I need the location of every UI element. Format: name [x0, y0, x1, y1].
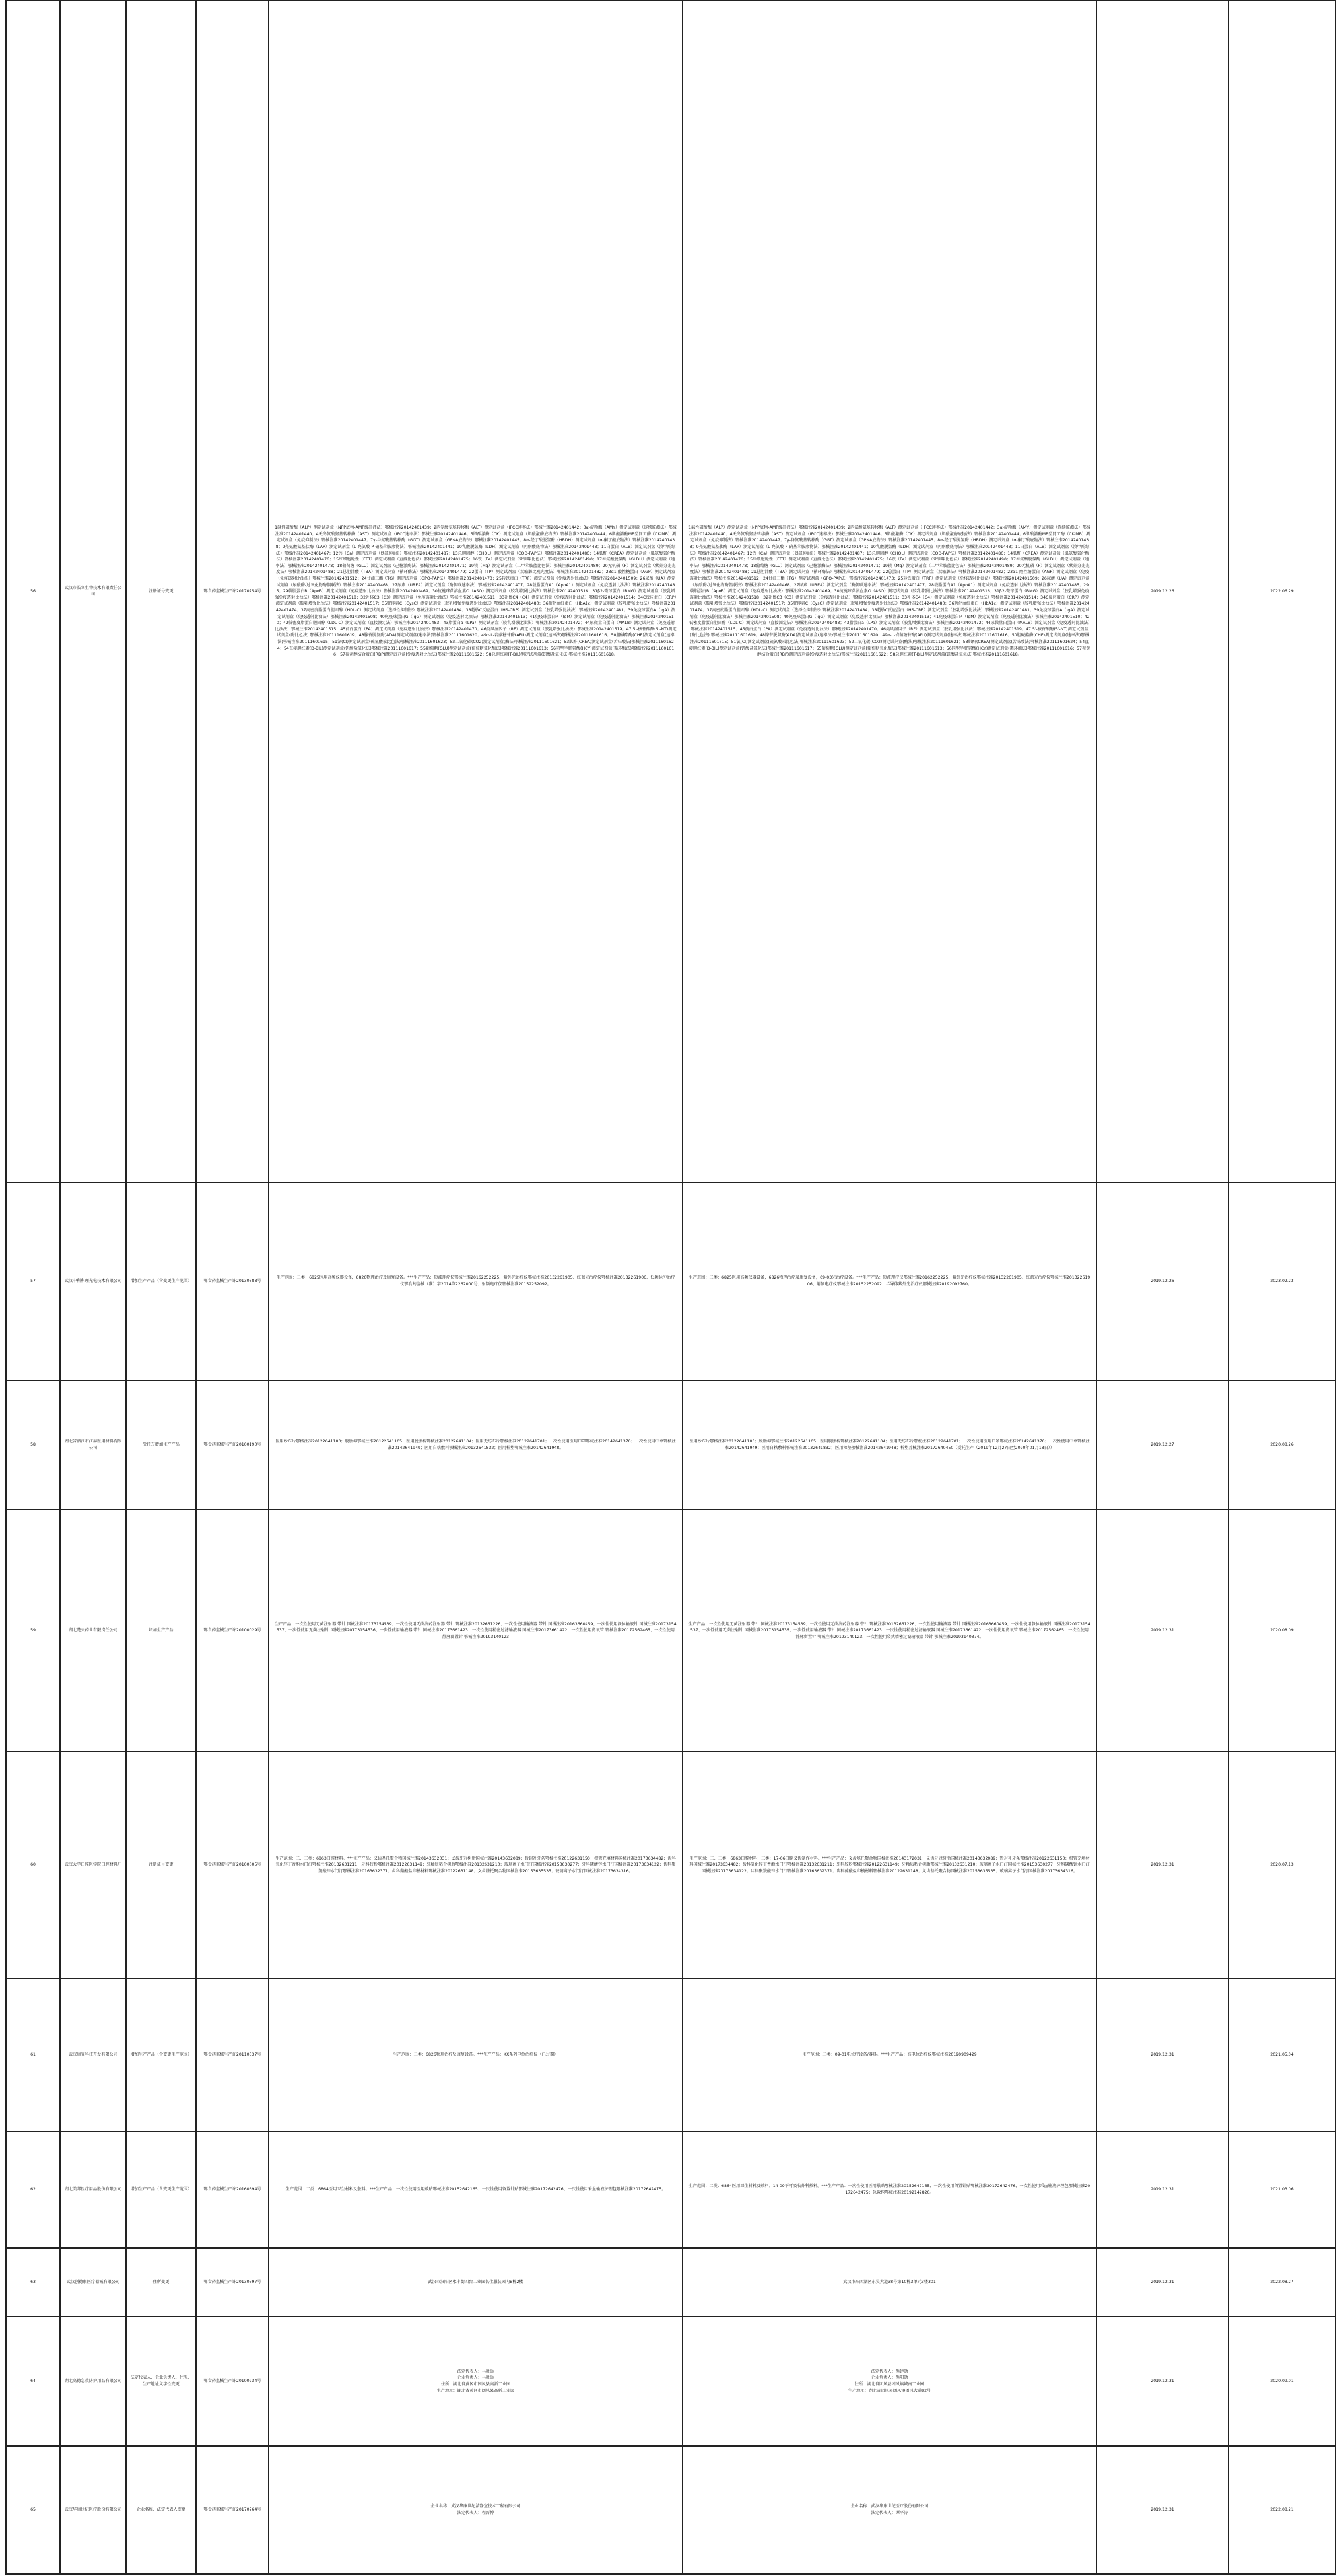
expiry-date: 2021.03.06 — [1228, 2132, 1335, 2248]
change-type: 增加生产产品 — [126, 1510, 196, 1751]
content-before: 1碱性磷酸酶（ALP）测定试剂盒（NPP底物-AMP缓冲液法）鄂械注准20142401439；2丙氨酸氨基转移酶（ALT）测定试剂盒（IFCC速率法）鄂械注准20142401442；3α-淀粉酶（AMY）测定试剂盒（连续监测法）鄂械注准20142401440；4天冬氨酸氨基转移酶（AST）测定试剂盒（IFCC速率法）鄂械注准20142401446；5肌酸激酶（CK）测定试剂盒（肌酸激酶底物法）鄂械注准20142401444；6肌酸激酶MB型同工酶（CK-MB）测定试剂盒（免疫抑制法）鄂械注准20142401447；7γ-谷氨酰基转移酶（GGT）测定试剂盒（GPNA底物法）鄂械注准20142401445；8α-羟丁酸脱氢酶（HBDH）测定试剂盒（α-酮丁酸底物法）鄂械注准20142401438；9亮氨酸氨基肽酶（LAP）测定试剂盒（L-亮氨酸-P-硝基苯胺底物法）鄂械注准20142401441；10乳酸脱氢酶（LDH）测定试剂盒（丙酮酸底物法）鄂械注准20142401443；11白蛋白（ALB）测定试剂盒（溴甲酚绿法）鄂械注准20142401467；12钙（Ca）测定试剂盒（偶氮胂Ⅲ法）鄂械注准20142401487；13总胆固醇（CHOL）测定试剂盒（COD-PAP法）鄂械注准20142401486；14肌酐（CREA）测定试剂盒（肌氨酸氧化酶法）鄂械注准20142401476；15红细胞脆性（EFT）测定试剂盒（直接比色法）鄂械注准20142401475；16铁（Fe）测定试剂盒（亚铁嗪比色法）鄂械注准20142401490；17谷氨酸脱氢酶（GLDH）测定试剂盒（速率法）鄂械注准20142401478；18葡萄糖（GLU）测定试剂盒（己糖激酶法）鄂械注准20142401471；19镁（Mg）测定试剂盒（二甲苯胺蓝比色法）鄂械注准20142401489；20无机磷（P）测定试剂盒（紫外分光光度法）鄂械注准20142401488；21总胆汁酸（TBA）测定试剂盒（循环酶法）鄂械注准20142401479；22蛋白（TP）测定试剂盒（双缩脲比观光度法）鄂械注准20142401482；23α1-酸性糖蛋白（AGP）测定试剂盒（免疫透射比浊法）鄂械注准20142401512；24甘油三酯（TG）测定试剂盒（GPO-PAP法）鄂械注准20142401473；25转铁蛋白（TRF）测定试剂盒（免疫透射比浊法）鄂械注准20142401509；26尿酸（UA）测定试剂盒（尿酸酶-过氧化物酶偶联法）鄂械注准20142401468；27尿素（UREA）测定试剂盒（酶偶联速率法）鄂械注准20142401477；28载脂蛋白A1（ApoA1）测定试剂盒（免疫透射比浊法）鄂械注准20142401485；29载脂蛋白B（ApoB）测定试剂盒（免疫透射比浊法）鄂械注准20142401469；30抗链球菌溶血素O（ASO）测定试剂盒（胶乳增强比浊法）鄂械注准20142401516；31β2-微球蛋白（BMG）测定试剂盒（胶乳增强免疫透射比浊法）鄂械注准20142401518；32补体C3（C3）测定试剂盒（免疫透射比浊法）鄂械注准20142401511；33补体C4（C4）测定试剂盒（免疫透射比浊法）鄂械注准20142401514；34C反应蛋白（CRP）测定试剂盒（胶乳增强比浊法）鄂械注准20142401517；35胱抑素C（CysC）测定试剂盒（胶乳增强免疫透射比浊法）鄂械注准20142401480；36糖化血红蛋白（HbA1c）测定试剂盒（胶乳增强比浊法）鄂械注准20142401474；37高密度脂蛋白胆固醇（HDL-C）测定试剂盒（选择性抑制法）鄂械注准20142401484；38超敏C反应蛋白（HS-CRP）测定试剂盒（胶乳增强比浊法）鄂械注准20142401481；39免疫球蛋白A（IgA）测定试剂盒（免疫透射比浊法）鄂械注准20142401508；40免疫球蛋白G（IgG）测定试剂盒（免疫透射比浊法）鄂械注准20142401513；41免疫球蛋白M（IgM）测定试剂盒（免疫透射比浊法）鄂械注准20142401510；42低密度脂蛋白胆固醇（LDL-C）测定试剂盒（直接测定法）鄂械注准20142401483；43脂蛋白a（LPa）测定试剂盒（胶乳增强比浊法）鄂械注准20142401472；44尿微量白蛋白（MALB）测定试剂盒（免疫透射比浊法）鄂械注准20142401515；45前白蛋白（PA）测定试剂盒（免疫透射比浊法）鄂械注准20142401470；46类风湿因子（RF）测定试剂盒（胶乳增强比浊法）鄂械注准20142401519；47 5'-核苷酸酶(5'-NT)测定试剂盒(酶比色法) 鄂械注准20111601619；48腺苷脱氨酶(ADA)测定试剂盒(速率法)鄂械注准20111601620；49α-L-岩藻糖苷酶(AFU)测定试剂盒(速率法)鄂械注准20111601616；50胆碱酯酶(CHE)测定试剂盒(速率法)鄂械注准20111601615；51氯(Cl)测定试剂盒(硫氰酸汞比色法)鄂械注准20111601623；52二氧化碳(CO2)测定试剂盒(酶法)鄂械注准20111601621；53肌酐(CREA)测定试剂盒(苦味酸法)鄂械注准20111601624；54直接胆红素(D-BIL)测定试剂盒(钒酸盐氧化法)鄂械注准20111601617；55葡萄糖(GLU)测定试剂盒(葡萄糖氧化酶法)鄂械注准20111601613；56同型半胱氨酸(HCY)测定试剂盒(循环酶法)鄂械注准20111601616；57视黄醇结合蛋白(RBP)测定试剂盒(免疫透射比浊法)鄂械注准20111601622；58总胆红素(T-BIL)测定试剂盒(钒酸盐氧化法)鄂械注准20111601618。 — [269, 1, 683, 1182]
change-type: 受托方增加生产产品 — [126, 1380, 196, 1510]
company-name: 湖北楚天药业有限责任公司 — [60, 1510, 126, 1751]
table-row — [6, 1979, 1335, 2132]
change-date: 2019.12.26 — [1096, 1, 1228, 1182]
table-row — [6, 1380, 1335, 1510]
content-after: 生产范围：二类：6864医用卫生材料及敷料；14-09不可吸收外科敷料。***生产产品：一次性使用医用敷贴鄂械注准20152642165、一次性使用留置针贴鄂械注准20172642476、一次性使用采血输液护理包鄂械注准20172642475；急救包鄂械注准20192142820。 — [683, 2132, 1096, 2248]
change-date: 2019.12.31 — [1096, 1979, 1228, 2132]
row-number: 58 — [6, 1380, 60, 1510]
table-row — [6, 1182, 1335, 1380]
company-name: 湖北美邦医疗用品股份有限公司 — [60, 2132, 126, 2248]
company-name: 湖北省潜江市江赫医用材料有限公司 — [60, 1380, 126, 1510]
license-number: 鄂食药监械生产许20100234号 — [196, 2317, 269, 2446]
content-after: 生产产品：一次性使用无菌注射器 带针 国械注准20173154539、一次性使用无菌溶药注射器 带针 鄂械注准20132661226、一次性使用输液器 带针 国械注准20163660459、一次性使用静脉输液针 国械注准20173154537、一次性使用无菌注射针 国械注准20173154536、一次性使用输液器 带针 国械注准20173661423、一次性使用精密过滤输液器 国械注准20173661422、一次性使用鼻氧管 鄂械注准20172562465、一次性使用静脉留置针 鄂械注准20193140123、一次性使用袋式精密过滤输液器 带针 鄂械注准20193140374。 — [683, 1510, 1096, 1751]
expiry-date: 2022.08.27 — [1228, 2248, 1335, 2317]
change-date: 2019.12.31 — [1096, 2248, 1228, 2317]
change-type: 增加生产产品（含变更生产范围） — [126, 1182, 196, 1380]
content-before: 武汉市汉阳区永丰街四台工业园名仕服装园内B栋2楼 — [269, 2248, 683, 2317]
change-type: 法定代表人、企业负责人、住所、生产地址文字性变更 — [126, 2317, 196, 2446]
license-number: 鄂食药监械生产许20130597号 — [196, 2248, 269, 2317]
table-row — [6, 2248, 1335, 2317]
company-name: 武汉康宜科技开发有限公司 — [60, 1979, 126, 2132]
change-date: 2019.12.27 — [1096, 1380, 1228, 1510]
table-body — [6, 1, 1335, 2574]
content-before: 生产范围：二类：6825医用高频仪器设备，6826物理治疗及康复设备。***生产产品：短波理疗仪鄂械注准20162252225、紫外光治疗仪鄂械注准20132261905、红蓝光治疗仪鄂械注准20132261906、低频脉冲治疗仪鄂食药监械（准）字2014第2262000号、射频电疗仪鄂械注准20152252092。 — [269, 1182, 683, 1380]
company-name: 武汉大学口腔医学院口腔材料厂 — [60, 1751, 126, 1979]
license-change-table — [5, 0, 1336, 2575]
expiry-date: 2022.06.29 — [1228, 1, 1335, 1182]
change-type: 注册证号变更 — [126, 1, 196, 1182]
row-number: 60 — [6, 1751, 60, 1979]
content-after: 生产范围：二、三类：6863口腔材料；三类：17-06口腔义齿制作材料。***生产产品：义齿基托聚合物国械注准20143172031；义齿牙冠树脂国械注准20143632089；暂封补牙条鄂械注准20122631150；根管充填材料国械注准20173634482；齿科氧化锌丁香酚水门汀鄂械注准20132631211；牙科胶粉鄂械注准20122631149；牙釉质粘合树脂鄂械注准20132631210；玻璃离子水门汀国械注准20153630277；牙科磷酸锌水门汀国械注准20173634122；齿科聚羧酸锌水门汀鄂械注准20163632371；齿科藻酸盐印模材料鄂械注准20122631148；义齿基托聚合物国械注准20153635535；玻璃离子水门汀国械注准20173634316。 — [683, 1751, 1096, 1979]
content-before: 医用纱布片鄂械注准20122641103；脱脂棉鄂械注准20122641105；医用脱脂棉鄂械注准20122641104；医用无纺布片鄂械注准20122641701；一次性使用医用口罩鄂械注准20142641370；一次性使用中单鄂械注准20142641949；医用自粘敷料鄂械注准20132641832；医用棉垫鄂械注准20142641948。 — [269, 1380, 683, 1510]
row-number: 64 — [6, 2317, 60, 2446]
content-after: 生产范围：二类：6825医用高频仪器设备，6826物理治疗及康复设备，09-03光治疗设备。***生产产品：短波理疗仪鄂械注准20162252225、紫外光治疗仪鄂械注准20132261905、红蓝光治疗仪鄂械注准20132261906、射频电疗仪鄂械注准20152252092、半导体紫外光治疗仪鄂械注准20192092760。 — [683, 1182, 1096, 1380]
expiry-date: 2020.07.13 — [1228, 1751, 1335, 1979]
change-date: 2019.12.31 — [1096, 2317, 1228, 2446]
expiry-date: 2023.02.23 — [1228, 1182, 1335, 1380]
content-before: 生产范围：二类：6826物理治疗及康复设备。***生产产品：KX系列电位治疗仪（已过期） — [269, 1979, 683, 2132]
expiry-date: 2020.08.26 — [1228, 1380, 1335, 1510]
content-after: 生产范围：二类：09-01电位疗设备/器具。***生产产品：高电位治疗仪鄂械注准20190909429 — [683, 1979, 1096, 2132]
change-date: 2019.12.26 — [1096, 1182, 1228, 1380]
content-after: 企业名称：武汉华康世纪医疗股份有限公司 法定代表人：谭平涛 — [683, 2446, 1096, 2574]
company-name: 武汉创德康医疗器械有限公司 — [60, 2248, 126, 2317]
content-after: 武汉市东西湖区东吴大道38号第10栋3单元3楼301 — [683, 2248, 1096, 2317]
company-name: 武汉中科科理光电技术有限公司 — [60, 1182, 126, 1380]
row-number: 59 — [6, 1510, 60, 1751]
content-before: 生产范围：二类：6864医用卫生材料及敷料。***生产产品：一次性使用医用敷贴鄂械注准20152642165、一次性使用留置针贴鄂械注准20172642476、一次性使用采血输液护理包鄂械注准20172642475。 — [269, 2132, 683, 2248]
content-before: 生产产品：一次性使用无菌注射器 带针 国械注准20173154539、一次性使用无菌溶药注射器 带针 鄂械注准20132661226、一次性使用输液器 带针 国械注准20163660459、一次性使用静脉输液针 国械注准20173154537、一次性使用无菌注射针 国械注准20173154536、一次性使用输液器 带针 国械注准20173661423、一次性使用精密过滤输液器 国械注准20173661422、一次性使用鼻氧管 鄂械注准20172562465、一次性使用静脉留置针 鄂械注准20193140123 — [269, 1510, 683, 1751]
license-number: 鄂食药监械生产许20100029号 — [196, 1510, 269, 1751]
content-before: 企业名称：武汉华康世纪洁净室技术工程有限公司 法定代表人：程晋博 — [269, 2446, 683, 2574]
change-type: 增加生产产品（含变更生产范围） — [126, 1979, 196, 2132]
license-number: 鄂食药监械生产许20130388号 — [196, 1182, 269, 1380]
change-date: 2019.12.31 — [1096, 1510, 1228, 1751]
content-after: 1碱性磷酸酶（ALP）测定试剂盒（NPP底物-AMP缓冲液法）鄂械注准20142401439；2丙氨酸氨基转移酶（ALT）测定试剂盒（IFCC速率法）鄂械注准20142401442；3α-淀粉酶（AMY）测定试剂盒（连续监测法）鄂械注准20142401440；4天冬氨酸氨基转移酶（AST）测定试剂盒（IFCC速率法）鄂械注准20142401446；5肌酸激酶（CK）测定试剂盒（肌酸激酶底物法）鄂械注准20142401444；6肌酸激酶MB型同工酶（CK-MB）测定试剂盒（免疫抑制法）鄂械注准20142401447；7γ-谷氨酰基转移酶（GGT）测定试剂盒（GPNA底物法）鄂械注准20142401445；8α-羟丁酸脱氢酶（HBDH）测定试剂盒（α-酮丁酸底物法）鄂械注准20142401438；9亮氨酸氨基肽酶（LAP）测定试剂盒（L-亮氨酸-P-硝基苯胺底物法）鄂械注准20142401441；10乳酸脱氢酶（LDH）测定试剂盒（丙酮酸底物法）鄂械注准20142401443；11白蛋白（ALB）测定试剂盒（溴甲酚绿法）鄂械注准20142401467；12钙（Ca）测定试剂盒（偶氮胂Ⅲ法）鄂械注准20142401487；13总胆固醇（CHOL）测定试剂盒（COD-PAP法）鄂械注准20142401486；14肌酐（CREA）测定试剂盒（肌氨酸氧化酶法）鄂械注准20142401476；15红细胞脆性（EFT）测定试剂盒（直接比色法）鄂械注准20142401475；16铁（Fe）测定试剂盒（亚铁嗪比色法）鄂械注准20142401490；17谷氨酸脱氢酶（GLDH）测定试剂盒（速率法）鄂械注准20142401478；18葡萄糖（GLU）测定试剂盒（己糖激酶法）鄂械注准20142401471；19镁（Mg）测定试剂盒（二甲苯胺蓝比色法）鄂械注准20142401489；20无机磷（P）测定试剂盒（紫外分光光度法）鄂械注准20142401488；21总胆汁酸（TBA）测定试剂盒（循环酶法）鄂械注准20142401479；22总蛋白（TP）测定试剂盒（双缩脲法）鄂械注准20142401482；23α1-酸性糖蛋白（AGP）测定试剂盒（免疫透射比浊法）鄂械注准20142401512；24甘油三酯（TG）测定试剂盒（GPO-PAP法）鄂械注准20142401473；25转铁蛋白（TRF）测定试剂盒（免疫透射比浊法）鄂械注准20142401509；26尿酸（UA）测定试剂盒（尿酸酶-过氧化物酶偶联法）鄂械注准20142401468；27尿素（UREA）测定试剂盒（酶偶联速率法）鄂械注准20142401477；28载脂蛋白A1（ApoA1）测定试剂盒（免疫透射比浊法）鄂械注准20142401485；29载脂蛋白B（ApoB）测定试剂盒（免疫透射比浊法）鄂械注准20142401469；30抗链球菌溶血素O（ASO）测定试剂盒（胶乳增强比浊法）鄂械注准20142401516；31β2-微球蛋白（BMG）测定试剂盒（胶乳增强免疫透射比浊法）鄂械注准20142401518；32补体C3（C3）测定试剂盒（免疫透射比浊法）鄂械注准20142401511；33补体C4（C4）测定试剂盒（免疫透射比浊法）鄂械注准20142401514；34C反应蛋白（CRP）测定试剂盒（胶乳增强比浊法）鄂械注准20142401517；35胱抑素C（CysC）测定试剂盒（胶乳增强免疫透射比浊法）鄂械注准20142401480；36糖化血红蛋白（HbA1c）测定试剂盒（胶乳增强比浊法）鄂械注准20142401474；37高密度脂蛋白胆固醇（HDL-C）测定试剂盒（选择性抑制法）鄂械注准20142401484；38超敏C反应蛋白（HS-CRP）测定试剂盒（胶乳增强比浊法）鄂械注准20142401481；39免疫球蛋白A（IgA）测定试剂盒（免疫透射比浊法）鄂械注准20142401508；40免疫球蛋白G（IgG）测定试剂盒（免疫透射比浊法）鄂械注准20142401513；41免疫球蛋白M（IgM）测定试剂盒（免疫透射比浊法）鄂械注准20142401510；42低密度脂蛋白胆固醇（LDL-C）测定试剂盒（直接测定法）鄂械注准20142401483；43脂蛋白a（LPa）测定试剂盒（胶乳增强比浊法）鄂械注准20142401472；44尿微量白蛋白（MALB）测定试剂盒（免疫透射比浊法）鄂械注准20142401515；45前白蛋白（PA）测定试剂盒（免疫透射比浊法）鄂械注准20142401470；46类风湿因子（RF）测定试剂盒（胶乳增强比浊法）鄂械注准20142401519；47 5'-核苷酸酶(5'-NT)测定试剂盒(酶比色法) 鄂械注准20111601619；48腺苷脱氨酶(ADA)测定试剂盒(速率法)鄂械注准20111601620；49α-L-岩藻糖苷酶(AFU)测定试剂盒(速率法)鄂械注准20111601616；50胆碱酯酶(CHE)测定试剂盒(速率法)鄂械注准20111601615；51氯(Cl)测定试剂盒(硫氰酸汞比色法)鄂械注准20111601623；52二氧化碳(CO2)测定试剂盒(酶法)鄂械注准20111601621；53肌酐(CREA)测定试剂盒(苦味酸法)鄂械注准20111601624；54直接胆红素(D-BIL)测定试剂盒(钒酸盐氧化法)鄂械注准20111601617；55葡萄糖(GLU)测定试剂盒(葡萄糖氧化酶法)鄂械注准20111601613；56同型半胱氨酸(HCY)测定试剂盒(循环酶法)鄂械注准20111601616；57视黄醇结合蛋白(RBP)测定试剂盒(免疫透射比浊法)鄂械注准20111601622；58总胆红素(T-BIL)测定试剂盒(钒酸盐氧化法)鄂械注准20111601618。 — [683, 1, 1096, 1182]
expiry-date: 2022.08.21 — [1228, 2446, 1335, 2574]
expiry-date: 2020.09.01 — [1228, 2317, 1335, 2446]
license-number: 鄂食药监械生产许20100005号 — [196, 1751, 269, 1979]
table-row — [6, 2132, 1335, 2248]
row-number: 63 — [6, 2248, 60, 2317]
row-number: 65 — [6, 2446, 60, 2574]
license-number: 鄂食药监械生产许20160694号 — [196, 2132, 269, 2248]
license-number: 鄂食药监械生产许20170764号 — [196, 2446, 269, 2574]
table-row — [6, 1, 1335, 1182]
company-name: 湖北高德急救防护用品有限公司 — [60, 2317, 126, 2446]
content-before: 生产范围：二、三类：6863口腔材料。***生产产品：义齿基托聚合物国械注准20143632031；义齿牙冠树脂国械注准20143632089；暂封补牙条鄂械注准20122631150；根管充填材料国械注准20173634482；齿科氧化锌丁香酚水门汀鄂械注准20132631211；牙科胶粉鄂械注准20122631149；牙釉质粘合树脂鄂械注准20132631210；玻璃离子水门汀国械注准20153630277；牙科磷酸锌水门汀国械注准20173634122；齿科聚羧酸锌水门汀鄂械注准20163632371；齿科藻酸盐印模材料鄂械注准20122631148；义齿基托聚合物国械注准20153635535；玻璃离子水门汀国械注准20173634316。 — [269, 1751, 683, 1979]
company-name: 武汉华康世纪医疗股份有限公司 — [60, 2446, 126, 2574]
change-type: 注册证号变更 — [126, 1751, 196, 1979]
row-number: 56 — [6, 1, 60, 1182]
expiry-date: 2021.05.04 — [1228, 1979, 1335, 2132]
content-after: 医用纱布片鄂械注准20122641103；脱脂棉鄂械注准20122641105；医用脱脂棉鄂械注准20122641104；医用无纺布片鄂械注准20122641701；一次性使用医用口罩鄂械注准20142641370；一次性使用中单鄂械注准20142641949；医用自粘敷料鄂械注准20132641832；医用棉垫鄂械注准20142641948；棉垫苏械注准20172640450（受托生产（2019年12月27日至2020年01月18日）） — [683, 1380, 1096, 1510]
change-date: 2019.12.31 — [1096, 2132, 1228, 2248]
row-number: 61 — [6, 1979, 60, 2132]
row-number: 62 — [6, 2132, 60, 2248]
row-number: 57 — [6, 1182, 60, 1380]
table-row — [6, 2317, 1335, 2446]
license-number: 鄂食药监械生产许20170754号 — [196, 1, 269, 1182]
change-type: 增加生产产品（含变更生产范围） — [126, 2132, 196, 2248]
change-date: 2019.12.31 — [1096, 2446, 1228, 2574]
change-type: 企业名称、法定代表人变更 — [126, 2446, 196, 2574]
table-row — [6, 1510, 1335, 1751]
change-date: 2019.12.31 — [1096, 1751, 1228, 1979]
expiry-date: 2020.08.09 — [1228, 1510, 1335, 1751]
license-number: 鄂食药监械生产许20100190号 — [196, 1380, 269, 1510]
change-type: 住所变更 — [126, 2248, 196, 2317]
table-row — [6, 2446, 1335, 2574]
content-before: 法定代表人：马炎兵 企业负责人：马炎兵 住所：湖北省黄冈市团风县高新工业园 生产地址：湖北省黄冈市团风县高新工业园 — [269, 2317, 683, 2446]
content-after: 法定代表人：熊建勋 企业负责人：熊阳勋 住所：湖北省团风县团风镇城南工业园 生产地址：湖北省团风县团风镇团风大道82号 — [683, 2317, 1096, 2446]
company-name: 武汉市长立生物技术有限责任公司 — [60, 1, 126, 1182]
table-row — [6, 1751, 1335, 1979]
license-number: 鄂食药监械生产许20110337号 — [196, 1979, 269, 2132]
